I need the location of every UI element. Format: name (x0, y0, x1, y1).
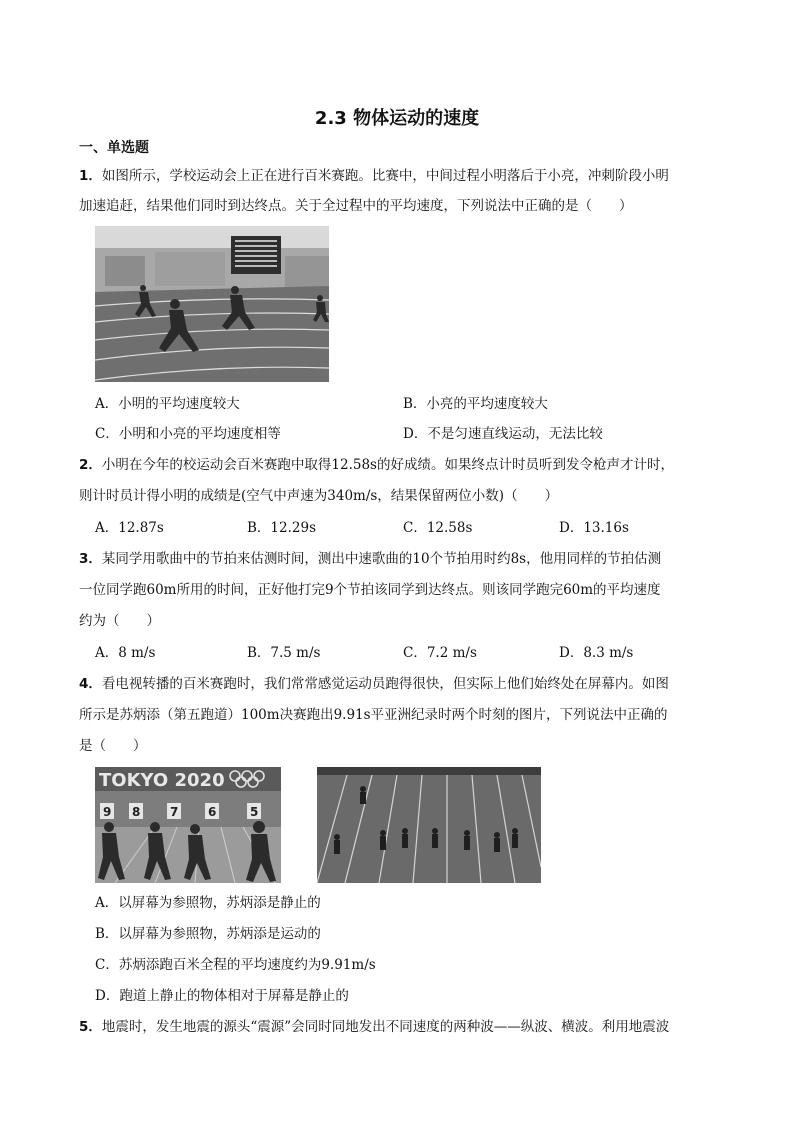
q4-stem-1: 看电视转播的百米赛跑时，我们常常感觉运动员跑得很快，但实际上他们始终处在屏幕内。如图 (101, 676, 669, 692)
q3-stem-1: 某同学用歌曲中的节拍来估测时间，测出中速歌曲的10个节拍用时约8s，他用同样的节拍估测 (101, 551, 662, 567)
track-overhead-photo (317, 767, 541, 883)
q4-stem-3: 是（ ） (79, 738, 147, 754)
q5-line-1 (79, 1017, 719, 1037)
q4-number: 4． (79, 676, 102, 692)
q4-stem-2: 所示是苏炳添（第五跑道）100m决赛跑出9.91s平亚洲纪录时两个时刻的图片，下列说法中正确的 (79, 707, 668, 723)
q2-line-1 (79, 455, 719, 475)
q3-option-b: B．7.5 m/s (247, 645, 321, 661)
q5-stem-1: 地震时，发生地震的源头“震源”会同时同地发出不同速度的两种波——纵波、横波。利用地震波 (101, 1019, 670, 1035)
q1-stem-2: 加速追赶，结果他们同时到达终点。关于全过程中的平均速度，下列说法中正确的是（ ） (79, 198, 633, 214)
lane-bib-7: 7 (170, 805, 179, 819)
q3-number: 3． (79, 551, 102, 567)
q4-option-b: B．以屏幕为参照物，苏炳添是运动的 (95, 926, 321, 942)
q4-line-1 (79, 674, 719, 694)
q1-option-b: B．小亮的平均速度较大 (403, 396, 548, 412)
q4-option-a: A．以屏幕为参照物，苏炳添是静止的 (95, 895, 321, 911)
lane-bib-5: 5 (250, 805, 259, 819)
q3-line-1 (79, 549, 719, 569)
q1-option-c: C．小明和小亮的平均速度相等 (95, 426, 281, 442)
q3-option-a: A．8 m/s (95, 645, 156, 661)
sprint-race-photo (95, 226, 329, 382)
q3-stem-2: 一位同学跑60m所用的时间，正好他打完9个节拍该同学到达终点。则该同学跑完60m的平均速度 (79, 582, 661, 598)
q3-option-c: C．7.2 m/s (403, 645, 477, 661)
q3-stem-3: 约为（ ） (79, 613, 160, 629)
lane-bib-6: 6 (208, 805, 217, 819)
q5-number: 5． (79, 1019, 102, 1035)
tokyo-2020-logo-text: TOKYO 2020 (99, 770, 225, 791)
q1-option-d: D．不是匀速直线运动，无法比较 (403, 426, 603, 442)
q1-option-a: A．小明的平均速度较大 (95, 396, 240, 412)
q2-option-a: A．12.87s (95, 520, 164, 536)
page-title: 2.3 物体运动的速度 (314, 108, 480, 129)
lane-bib-8: 8 (132, 805, 141, 819)
q2-option-d: D．13.16s (559, 520, 629, 536)
q2-stem-1: 小明在今年的校运动会百米赛跑中取得12.58s的好成绩。如果终点计时员听到发令枪声才计时， (101, 457, 674, 473)
q1-line-1 (79, 166, 719, 186)
q4-option-d: D．跑道上静止的物体相对于屏幕是静止的 (95, 988, 349, 1004)
q2-option-c: C．12.58s (403, 520, 473, 536)
q2-number: 2． (79, 457, 102, 473)
section-heading: 一、单选题 (79, 140, 149, 156)
q2-option-b: B．12.29s (247, 520, 316, 536)
lane-bib-9: 9 (103, 805, 112, 819)
q1-number: 1． (79, 168, 102, 184)
tokyo-sprint-photo (95, 767, 281, 883)
q2-stem-2: 则计时员计得小明的成绩是(空气中声速为340m/s，结果保留两位小数)（ ） (79, 488, 559, 504)
q3-option-d: D．8.3 m/s (559, 645, 634, 661)
q1-stem-1: 如图所示，学校运动会上正在进行百米赛跑。比赛中，中间过程小明落后于小亮，冲刺阶段小明 (101, 168, 669, 184)
q4-option-c: C．苏炳添跑百米全程的平均速度约为9.91m/s (95, 957, 376, 973)
